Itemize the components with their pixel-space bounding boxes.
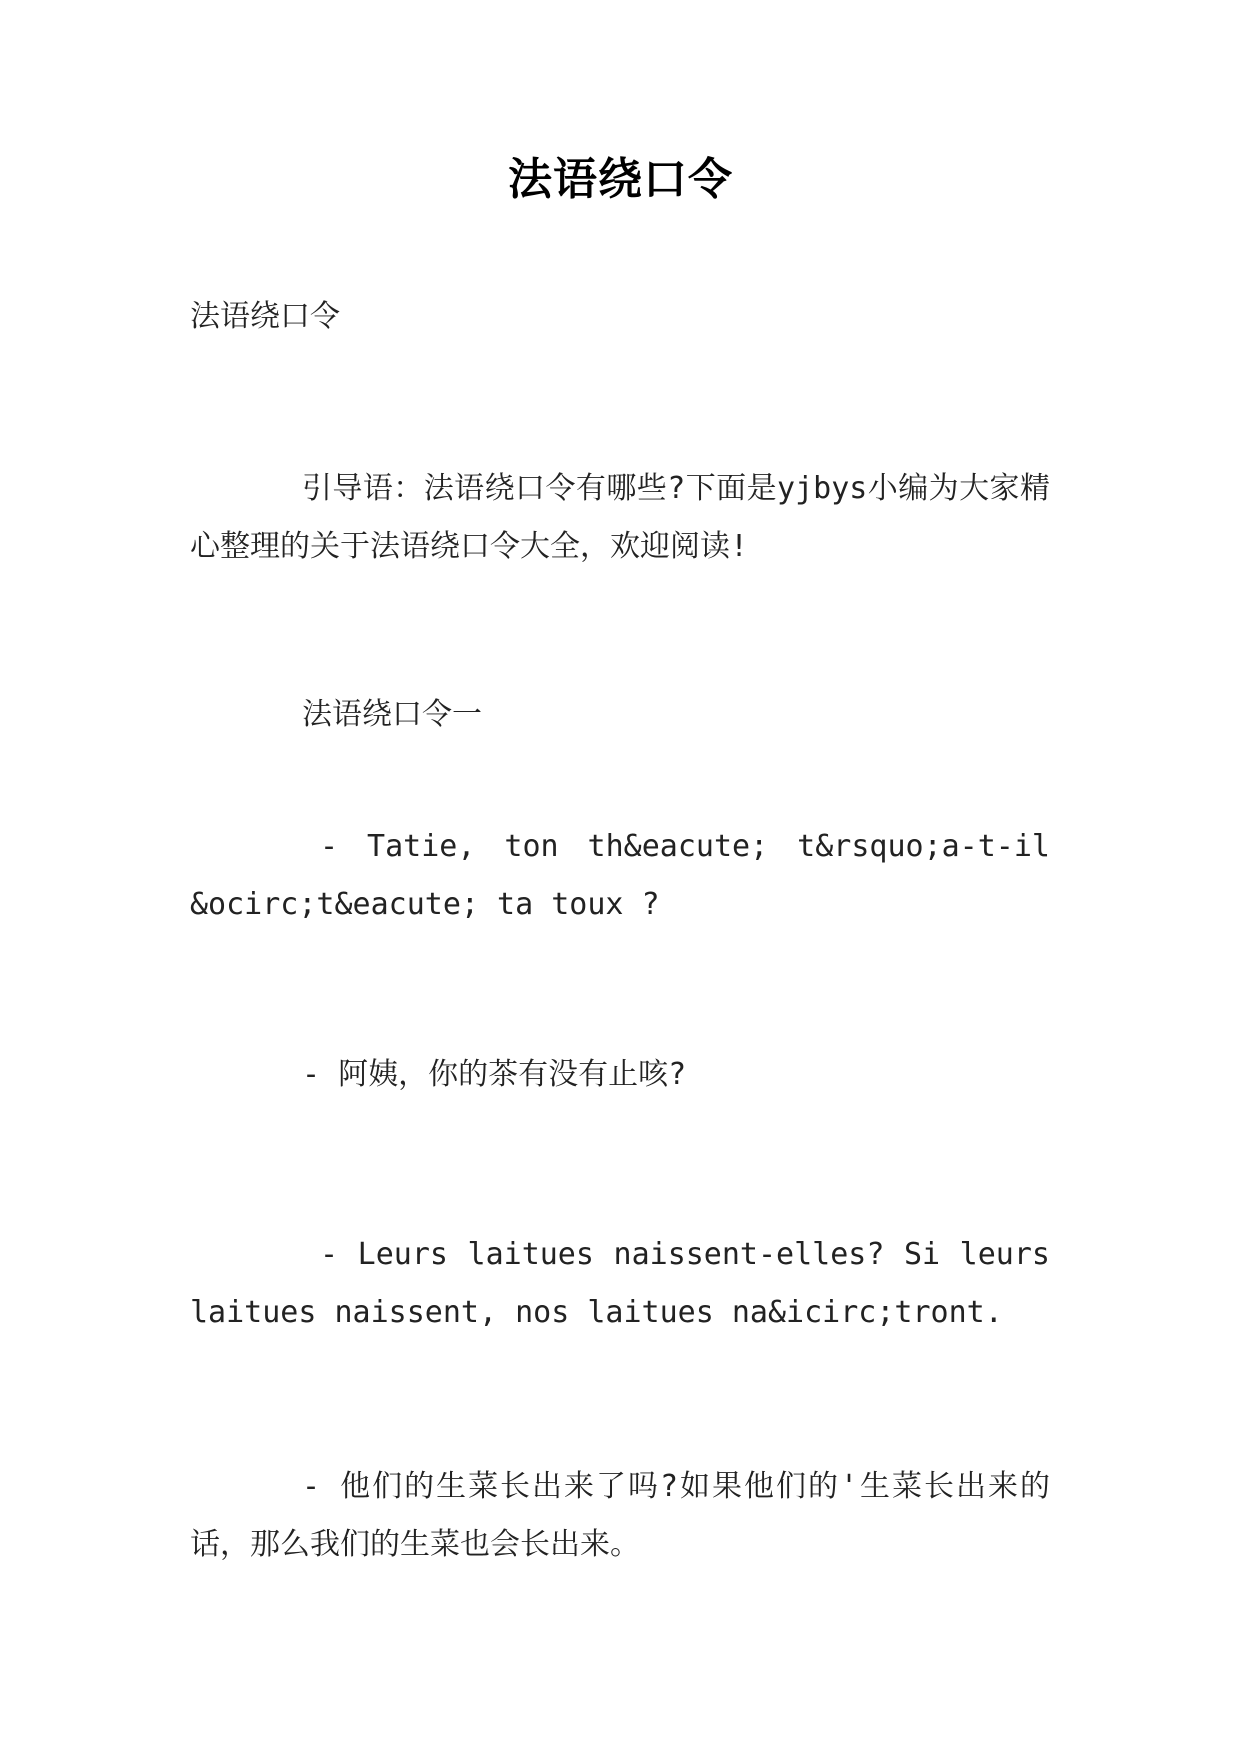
document-subtitle: 法语绕口令: [190, 299, 340, 334]
chinese-line-1: - 阿姨，你的茶有没有止咳?: [302, 1057, 687, 1092]
chinese-line-2: - 他们的生菜长出来了吗?如果他们的'生菜长出来的话，那么我们的生菜也会长出来。: [190, 1469, 1050, 1562]
section-heading: 法语绕口令一: [302, 697, 482, 732]
document-title: 法语绕口令: [508, 154, 733, 205]
french-line-2: - Leurs laitues naissent-elles? Si leurs laitues naissent, nos laitues na&icirc;tront.: [190, 1237, 1050, 1330]
french-line-1: - Tatie, ton th&eacute; t&rsquo;a-t-il &ocirc;t&eacute; ta toux ?: [190, 829, 1050, 922]
intro-paragraph: 引导语：法语绕口令有哪些?下面是yjbys小编为大家精心整理的关于法语绕口令大全，欢迎阅读!: [190, 471, 1050, 564]
